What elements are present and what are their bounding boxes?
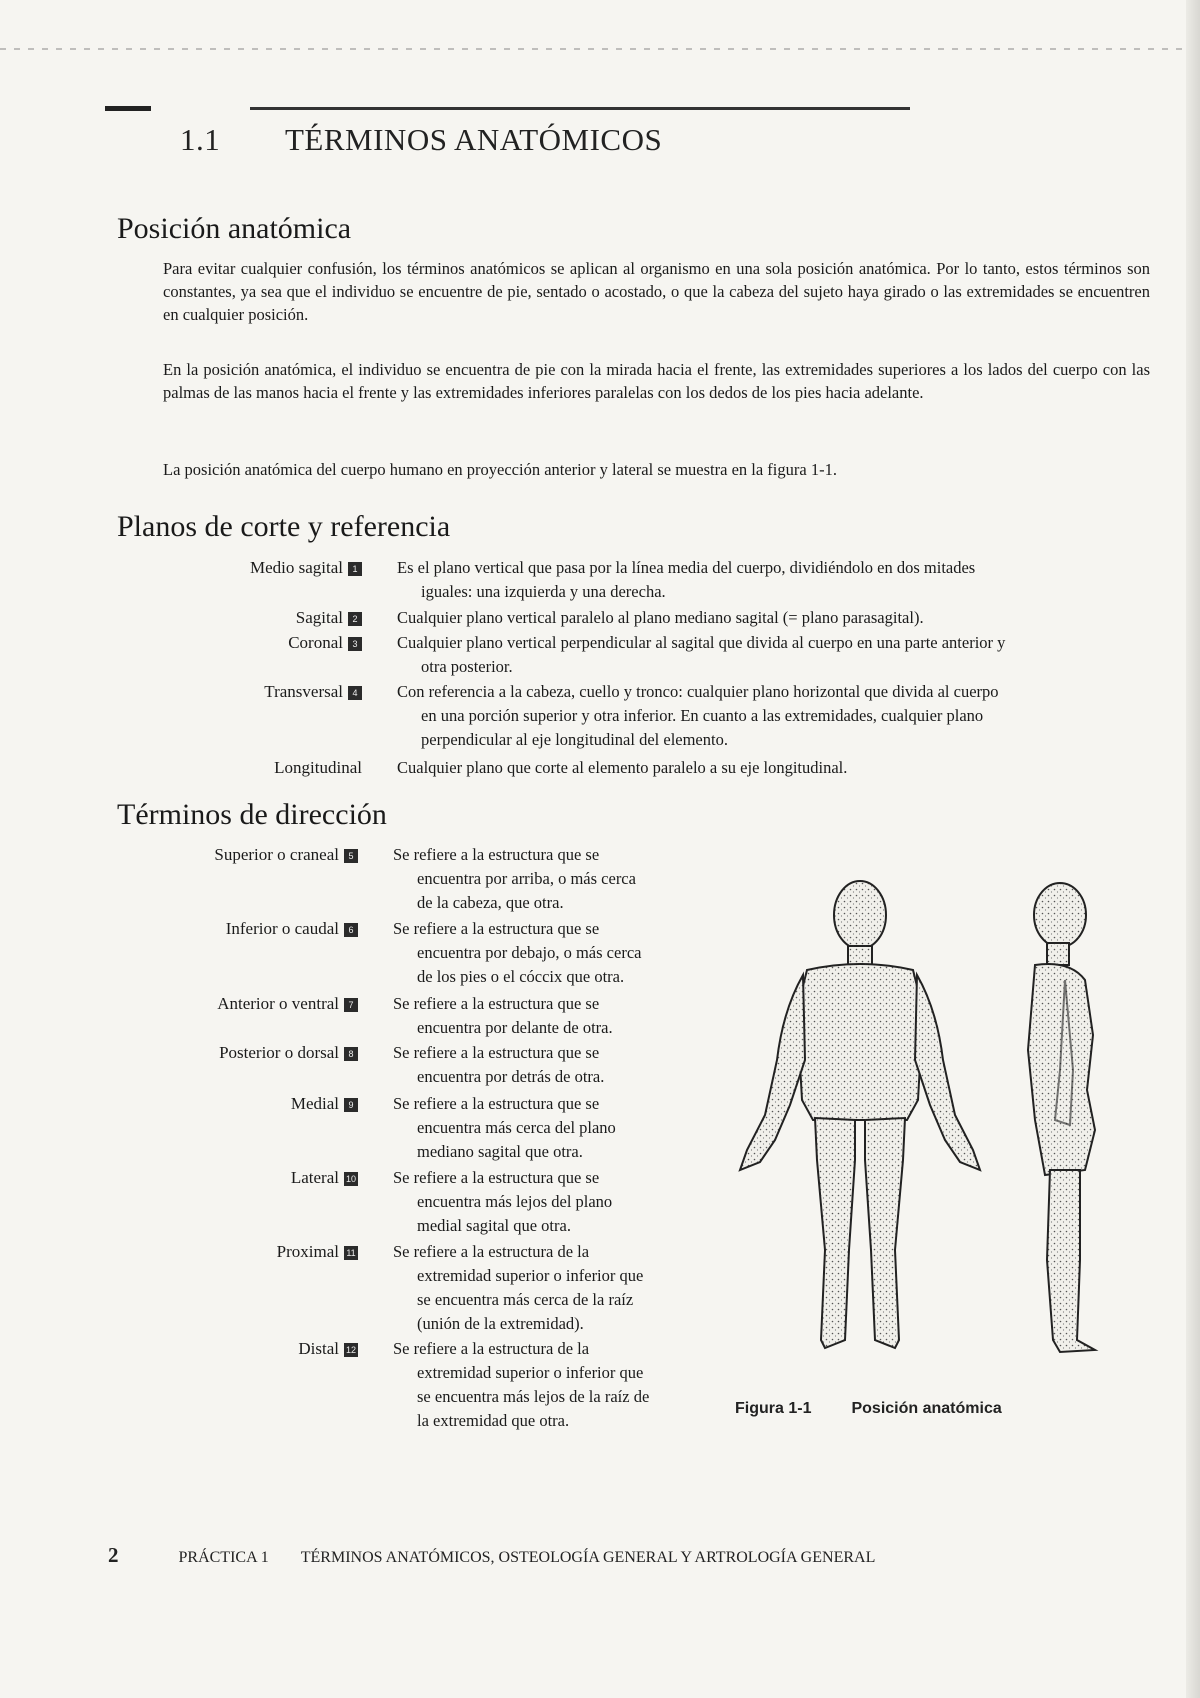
anatomical-position-figure [735, 870, 1135, 1370]
term-label [291, 1092, 358, 1115]
description-line: medial sagital que otra. [417, 1216, 571, 1235]
description-line: Se refiere a la estructura de la [393, 1242, 590, 1261]
term-number-badge: 4 [348, 686, 362, 700]
description-line: Se refiere a la estructura que se [393, 1168, 600, 1187]
page-number: 2 [108, 1543, 119, 1567]
term-number-badge: 10 [345, 1174, 356, 1184]
term-label [298, 1337, 358, 1360]
section-heading-planos: Planos de corte y referencia [117, 510, 451, 543]
figure-label: Figura 1-1 [735, 1400, 812, 1417]
term-description [393, 1041, 713, 1089]
term-number-badge: 8 [344, 1047, 358, 1061]
term-number-badge: 5 [344, 849, 358, 863]
description-line: Cualquier plano vertical paralelo al plano mediano sagital (= plano parasagital). [397, 608, 924, 627]
description-line: otra posterior. [421, 657, 513, 676]
term-text: Transversal [264, 682, 343, 701]
term-text: Coronal [288, 633, 343, 652]
term-text: Superior o craneal [214, 845, 339, 864]
term-text: Medial [290, 1094, 339, 1113]
description-line: Se refiere a la estructura que se [393, 919, 600, 938]
description-line: Se refiere a la estructura de la [393, 1339, 590, 1358]
term-label [296, 606, 362, 629]
term-description [393, 1092, 713, 1164]
term-label [277, 1240, 358, 1263]
description-line: encuentra por debajo, o más cerca [417, 943, 642, 962]
term-label [226, 917, 358, 940]
section-heading-direccion: Términos de dirección [117, 798, 387, 831]
lateral-body-figure [1028, 883, 1095, 1352]
term-label [274, 756, 362, 779]
chapter-number: 1.1 [180, 122, 221, 157]
description-line: Se refiere a la estructura que se [393, 1094, 600, 1113]
term-description [393, 1166, 713, 1238]
term-description [397, 631, 1157, 679]
chapter-heading [180, 122, 662, 158]
term-text: Longitudinal [274, 758, 362, 777]
term-text: Sagital [295, 608, 343, 627]
header-rule-left [105, 106, 151, 111]
description-line: Se refiere a la estructura que se [393, 994, 600, 1013]
description-line: encuentra por arriba, o más cerca [417, 869, 636, 888]
term-label [214, 843, 358, 866]
term-number-badge: 12 [345, 1345, 356, 1355]
term-number-badge: 3 [348, 637, 362, 651]
description-line: se encuentra más lejos de la raíz de [417, 1387, 650, 1406]
term-text: Medio sagital [249, 558, 343, 577]
term-text: Proximal [276, 1242, 339, 1261]
paragraph-2: En la posición anatómica, el individuo se encuentra de pie con la mirada hacia el frente, las extremidades superiores a los lados del cuerpo con las palmas de las manos hacia el frente y las extremidades inferiores paralelas con los dedos de los pies hacia adelante. [163, 360, 1150, 402]
description-line: en una porción superior y otra inferior. En cuanto a las extremidades, cualquier plano [421, 706, 984, 725]
description-line: encuentra más cerca del plano [417, 1118, 616, 1137]
description-line: Se refiere a la estructura que se [393, 845, 600, 864]
description-line: Es el plano vertical que pasa por la línea media del cuerpo, dividiéndolo en dos mitades [397, 558, 976, 577]
description-line: Con referencia a la cabeza, cuello y tronco: cualquier plano horizontal que divida al cuerpo [397, 682, 999, 701]
term-label [219, 1041, 358, 1064]
header-rule [250, 107, 910, 110]
description-line: perpendicular al eje longitudinal del elemento. [421, 730, 728, 749]
term-label [217, 992, 358, 1015]
term-text: Anterior o ventral [217, 994, 339, 1013]
chapter-title: TÉRMINOS ANATÓMICOS [285, 122, 663, 157]
term-number-badge: 6 [344, 923, 358, 937]
term-description [393, 1240, 713, 1336]
term-number-badge: 9 [344, 1098, 358, 1112]
paragraph-1: Para evitar cualquier confusión, los términos anatómicos se aplican al organismo en una sola posición anatómica. Por lo tanto, estos términos son constantes, ya sea que el individuo se encuentre de pie, sentado o acostado, o que la cabeza del sujeto haya girado o las extremidades se encuentren en cualquier posición. [163, 259, 1150, 324]
figure-caption-text: Posición anatómica [851, 1400, 1002, 1417]
description-line: (unión de la extremidad). [417, 1314, 584, 1333]
term-number-badge: 2 [348, 612, 362, 626]
figure-caption [735, 1400, 1002, 1418]
description-line: encuentra por delante de otra. [417, 1018, 613, 1037]
term-description [397, 756, 1157, 780]
term-description [397, 680, 1157, 752]
description-line: mediano sagital que otra. [417, 1142, 583, 1161]
paragraph-3: La posición anatómica del cuerpo humano en proyección anterior y lateral se muestra en la figura 1-1. [163, 460, 837, 479]
section-heading-posicion: Posición anatómica [117, 212, 352, 245]
term-number-badge: 11 [344, 1246, 358, 1260]
term-description [393, 1337, 713, 1433]
scan-edge-right [1186, 0, 1200, 1698]
page-footer [108, 1543, 875, 1568]
term-text: Lateral [290, 1168, 339, 1187]
description-line: iguales: una izquierda y una derecha. [421, 582, 666, 601]
term-label [288, 631, 362, 654]
term-text: Inferior o caudal [225, 919, 339, 938]
description-line: encuentra más lejos del plano [417, 1192, 613, 1211]
description-line: de los pies o el cóccix que otra. [417, 967, 625, 986]
term-text: Posterior o dorsal [219, 1043, 339, 1062]
term-text: Distal [298, 1339, 339, 1358]
description-line: de la cabeza, que otra. [417, 893, 564, 912]
description-line: se encuentra más cerca de la raíz [417, 1290, 634, 1309]
description-line: Se refiere a la estructura que se [393, 1043, 600, 1062]
footer-practice: PRÁCTICA 1 [178, 1549, 269, 1566]
description-line: encuentra por detrás de otra. [417, 1067, 605, 1086]
term-number-badge: 7 [344, 998, 358, 1012]
term-description [397, 606, 1157, 630]
description-line: Cualquier plano que corte al elemento paralelo a su eje longitudinal. [397, 758, 848, 777]
term-number-badge: 1 [348, 562, 362, 576]
term-label [291, 1166, 358, 1189]
term-description [393, 917, 713, 989]
term-description [393, 992, 713, 1040]
description-line: extremidad superior o inferior que [417, 1363, 644, 1382]
description-line: Cualquier plano vertical perpendicular al sagital que divida al cuerpo en una parte anterior y [397, 633, 1006, 652]
term-description [397, 556, 1157, 604]
term-description [393, 843, 713, 915]
term-label [264, 680, 362, 703]
anterior-body-figure [740, 881, 980, 1348]
scan-edge-top [0, 48, 1200, 50]
description-line: extremidad superior o inferior que [417, 1266, 644, 1285]
footer-title: TÉRMINOS ANATÓMICOS, OSTEOLOGÍA GENERAL Y ARTROLOGÍA GENERAL [300, 1549, 876, 1566]
description-line: la extremidad que otra. [417, 1411, 570, 1430]
term-label [250, 556, 362, 579]
